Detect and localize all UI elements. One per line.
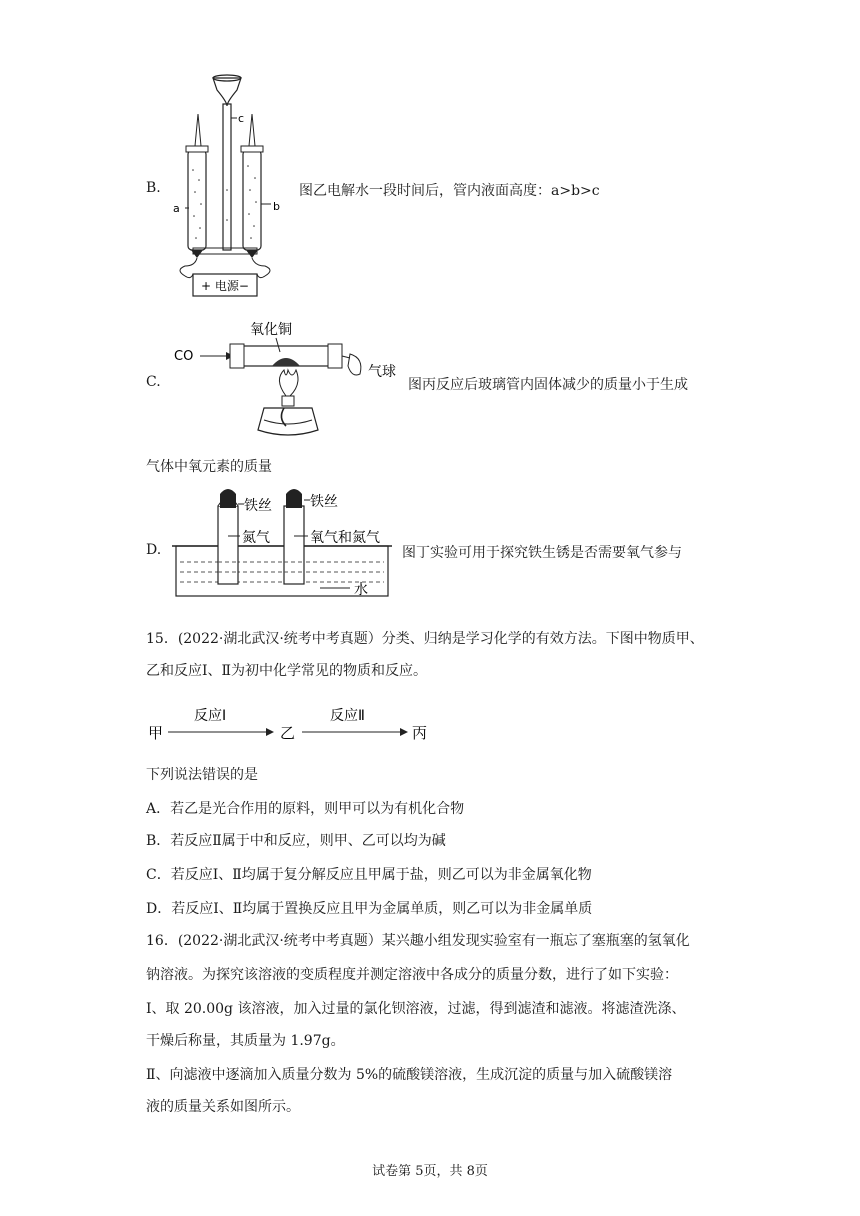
q16-line-5: Ⅱ、向滤液中逐滴加入质量分数为 5%的硫酸镁溶液，生成沉淀的质量与加入硫酸镁溶 bbox=[146, 1067, 673, 1083]
label-wire-2: 铁丝 bbox=[310, 494, 338, 510]
power-label: + 电源− bbox=[201, 279, 249, 293]
label-cuo: 氧化铜 bbox=[250, 322, 292, 338]
option-d-text: 图丁实验可用于探究铁生锈是否需要氧气参与 bbox=[402, 545, 682, 561]
label-yi: 乙 bbox=[280, 724, 296, 742]
label-jia: 甲 bbox=[148, 724, 164, 742]
iron-rust-figure bbox=[170, 486, 400, 604]
electrolysis-apparatus-figure bbox=[165, 70, 285, 300]
label-b: b bbox=[273, 200, 280, 213]
page-footer: 试卷第 5页，共 8页 bbox=[372, 1164, 488, 1179]
q16-line-6: 液的质量关系如图所示。 bbox=[146, 1099, 300, 1115]
option-c-text: 图丙反应后玻璃管内固体减少的质量小于生成 bbox=[408, 377, 688, 393]
label-o2-n2: 氧气和氮气 bbox=[310, 530, 380, 546]
q15-option-d: D．若反应Ⅰ、Ⅱ均属于置换反应且甲为金属单质，则乙可以为非金属单质 bbox=[146, 901, 593, 917]
label-c: c bbox=[238, 112, 245, 125]
label-reaction-2: 反应Ⅱ bbox=[330, 708, 365, 724]
label-wire-1: 铁丝 bbox=[244, 498, 272, 514]
option-c-text-2: 气体中氧元素的质量 bbox=[146, 459, 272, 475]
label-a: a bbox=[173, 202, 180, 215]
q16-line-3: Ⅰ、取 20.00g 该溶液，加入过量的氯化钡溶液，过滤，得到滤渣和滤液。将滤渣洗涤、 bbox=[146, 1001, 686, 1017]
reaction-flow-diagram bbox=[146, 700, 436, 744]
q16-line-4: 干燥后称量，其质量为 1.97g。 bbox=[146, 1033, 345, 1049]
option-d-label: D. bbox=[146, 542, 162, 558]
option-b-text: 图乙电解水一段时间后，管内液面高度：a>b>c bbox=[299, 183, 600, 199]
co-reduction-figure bbox=[168, 314, 398, 448]
q15-stem-line-1: 15．(2022·湖北武汉·统考中考真题）分类、归纳是学习化学的有效方法。下图中物质甲、 bbox=[146, 631, 704, 647]
option-c-label: C. bbox=[146, 374, 161, 390]
q15-option-c: C．若反应Ⅰ、Ⅱ均属于复分解反应且甲属于盐，则乙可以为非金属氧化物 bbox=[146, 867, 592, 883]
q16-line-2: 钠溶液。为探究该溶液的变质程度并测定溶液中各成分的质量分数，进行了如下实验： bbox=[146, 967, 678, 983]
q15-prompt: 下列说法错误的是 bbox=[146, 767, 258, 783]
label-co: CO bbox=[174, 349, 194, 364]
option-b-label: B. bbox=[146, 180, 161, 196]
label-balloon: 气球 bbox=[368, 364, 396, 380]
label-n2: 氮气 bbox=[242, 530, 270, 546]
q15-option-b: B．若反应Ⅱ属于中和反应，则甲、乙可以均为碱 bbox=[146, 833, 446, 849]
label-bing: 丙 bbox=[412, 724, 428, 742]
q16-line-1: 16．(2022·湖北武汉·统考中考真题）某兴趣小组发现实验室有一瓶忘了塞瓶塞的氢氧化 bbox=[146, 933, 690, 949]
label-water: 水 bbox=[354, 582, 368, 598]
q15-stem-line-2: 乙和反应Ⅰ、Ⅱ为初中化学常见的物质和反应。 bbox=[146, 663, 428, 679]
q15-option-a: A．若乙是光合作用的原料，则甲可以为有机化合物 bbox=[146, 801, 465, 817]
label-reaction-1: 反应Ⅰ bbox=[194, 708, 227, 724]
